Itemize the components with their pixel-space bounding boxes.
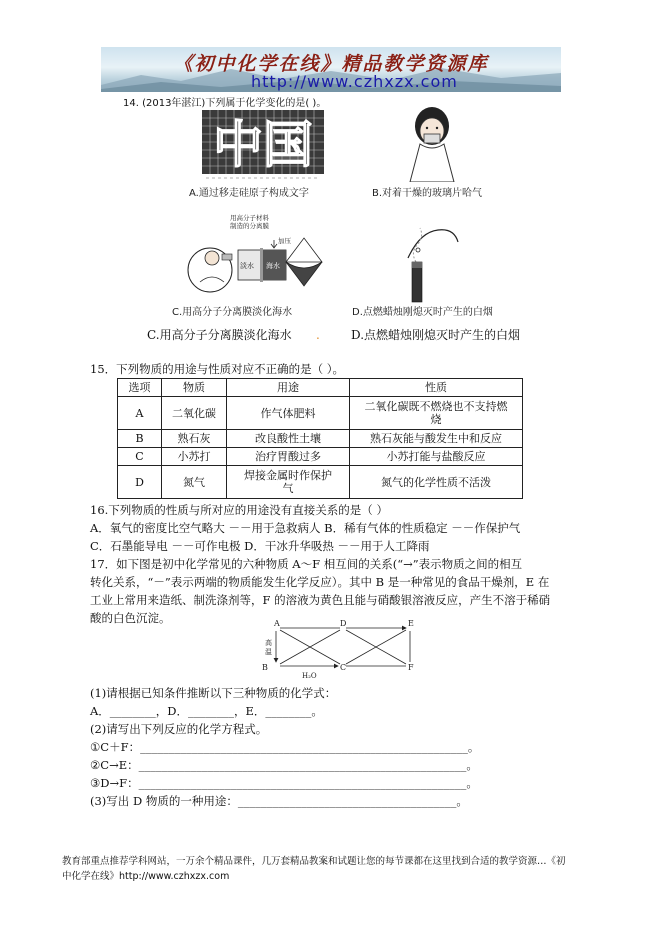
q17-sub1-answer: A．________，D．________，E．________。 — [90, 704, 323, 718]
figA-chars: 中国 — [213, 116, 313, 174]
q14-option-c: C.用高分子分离膜淡化海水 — [147, 328, 292, 342]
cell-property-line1: 二氧化碳既不燃烧也不支持燃 — [364, 400, 508, 413]
girl-breathing-figure — [402, 104, 462, 182]
footer-line2: 中化学在线》http://www.czhxzx.com — [62, 871, 230, 882]
figD-caption: D.点燃蜡烛刚熄灭时产生的白烟 — [352, 307, 493, 318]
node-c: C — [340, 663, 347, 672]
question-14-stem: 14. (2013年湛江)下列属于化学变化的是( )。 — [123, 98, 327, 109]
cell-option: A — [118, 397, 162, 430]
cell-option: B — [118, 430, 162, 448]
silicon-atom-figure — [202, 110, 324, 182]
q17-eq2: ②C→E：_________________________________________________________。 — [90, 758, 478, 772]
q17-eq1: ①C＋F：_________________________________________________________。 — [90, 740, 480, 754]
cell-property: 熟石灰能与酸发生中和反应 — [350, 430, 523, 448]
q17-eq3: ③D→F：_________________________________________________________。 — [90, 776, 478, 790]
figC-label-sea: 海水 — [266, 262, 280, 270]
figC-caption: C.用高分子分离膜淡化海水 — [172, 307, 293, 318]
question-17-line2: 转化关系，“－”表示两端的物质能发生化学反应）。其中 B 是一种常见的食品干燥剂，E 在 — [90, 575, 550, 589]
cell-option: C — [118, 448, 162, 466]
q14-option-d: D.点燃蜡烛刚熄灭时产生的白烟 — [351, 328, 521, 342]
figB-caption: B.对着干燥的玻璃片哈气 — [372, 188, 483, 199]
th-property: 性质 — [350, 379, 523, 397]
table-row — [118, 466, 523, 499]
th-use: 用途 — [227, 379, 350, 397]
candle-smoke-figure — [398, 222, 460, 304]
footer — [62, 854, 622, 884]
figA-caption: A.通过移走硅原子构成文字 — [189, 188, 309, 199]
node-e: E — [408, 620, 414, 628]
node-b: B — [262, 663, 268, 672]
cell-substance: 氮气 — [162, 466, 227, 499]
figC-label-pressure: 加压 — [278, 237, 291, 245]
cell-property: 氮气的化学性质不活泼 — [350, 466, 523, 499]
cell-use: 治疗胃酸过多 — [227, 448, 350, 466]
question-17-line3: 工业上常用来造纸、制洗涤剂等，F 的溶液为黄色且能与硝酸银溶液反应，产生不溶于稀硝 — [90, 593, 551, 607]
figC-label-fresh: 淡水 — [240, 262, 254, 270]
question-16-line1: A．氧气的密度比空气略大 －－用于急救病人 B．稀有气体的性质稳定 －－作保护气 — [90, 521, 521, 535]
cell-substance: 二氧化碳 — [162, 397, 227, 430]
cell-use: 作气体肥料 — [227, 397, 350, 430]
node-f: F — [408, 663, 414, 672]
cell-use: 改良酸性土壤 — [227, 430, 350, 448]
figC-label-membrane-2: 制造的分离膜 — [230, 222, 269, 230]
cell-property: 小苏打能与盐酸反应 — [350, 448, 523, 466]
cell-use — [227, 466, 350, 499]
banner-url-link[interactable]: http://www.czhxzx.com — [251, 72, 458, 91]
q15-table — [117, 378, 523, 499]
question-16-line2: C．石墨能导电 －－可作电极 D．干冰升华吸热 －－用于人工降雨 — [90, 539, 430, 553]
question-15-stem: 15．下列物质的用途与性质对应不正确的是（ ）。 — [90, 362, 345, 376]
th-option: 选项 — [118, 379, 162, 397]
table-header-row — [118, 379, 523, 397]
question-17-line4: 酸的白色沉淀。 — [90, 611, 171, 625]
cell-option: D — [118, 466, 162, 499]
th-substance: 物质 — [162, 379, 227, 397]
q17-sub2: (2)请写出下列反应的化学方程式。 — [90, 722, 268, 736]
cell-substance: 小苏打 — [162, 448, 227, 466]
h2o-label: H₂O — [302, 672, 317, 680]
cond-temp: 温 — [265, 648, 272, 656]
cond-high: 高 — [265, 639, 272, 647]
header-banner — [101, 47, 561, 92]
question-17-line1: 17．如下图是初中化学常见的六种物质 A～F 相互间的关系(“→”表示物质之间的相互 — [90, 557, 523, 571]
relation-diagram — [262, 620, 422, 682]
cell-property-line2: 烧 — [430, 413, 442, 426]
cell-substance: 熟石灰 — [162, 430, 227, 448]
footer-line1: 教育部重点推荐学科网站，一万余个精品课件，几万套精品教案和试题让您的每节课都在这里找到合适的教学资源…《初 — [62, 856, 566, 867]
table-row — [118, 430, 523, 448]
figC-label-membrane-1: 用高分子材料 — [230, 214, 269, 222]
period-mark: . — [316, 328, 320, 342]
cell-use-line1: 焊接金属时作保护 — [244, 469, 332, 482]
cell-use-line2: 气 — [282, 482, 294, 495]
table-row — [118, 448, 523, 466]
q17-sub3: (3)写出 D 物质的一种用途：______________________________________。 — [90, 794, 468, 808]
question-16-stem: 16.下列物质的性质与所对应的用途没有直接关系的是（ ） — [90, 503, 388, 517]
table-row — [118, 397, 523, 430]
q17-sub1: (1)请根据已知条件推断以下三种物质的化学式： — [90, 686, 337, 700]
node-a: A — [274, 620, 280, 628]
banner-title: 《初中化学在线》精品教学资源库 — [173, 53, 489, 75]
node-d: D — [340, 620, 347, 628]
cell-property — [350, 397, 523, 430]
desalination-figure — [186, 212, 326, 304]
